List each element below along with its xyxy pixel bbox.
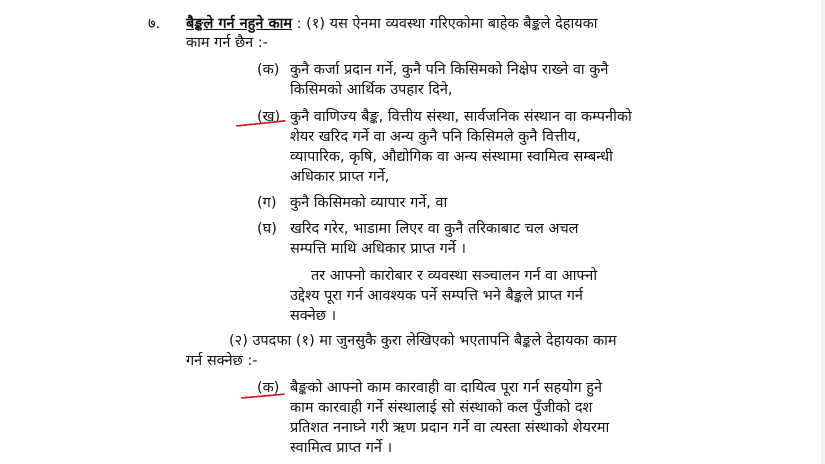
section-heading: बैङ्कले गर्न नहुने काम <box>186 16 293 32</box>
scrollbar[interactable] <box>821 0 825 464</box>
section-number: ७. <box>148 16 161 32</box>
clause-ka-line: कुनै कर्जा प्रदान गर्ने, कुनै पनि किसिमको निक्षेप राख्ने वा कुनै <box>290 62 609 78</box>
clause-marker-ka: (क) <box>257 62 280 78</box>
subsection-2-line: गर्न सक्नेछ :- <box>186 353 258 369</box>
clause-kha-line: कुनै वाणिज्य बैङ्क, वित्तीय संस्था, सार्वजनिक संस्थान वा कम्पनीको <box>290 109 632 125</box>
clause-ka-line: किसिमको आर्थिक उपहार दिने, <box>290 82 453 98</box>
clause-kha-line: शेयर खरिद गर्ने वा अन्य कुनै पनि किसिमले कुनै वित्तीय, <box>290 129 581 145</box>
clause-kha-line: अधिकार प्राप्त गर्ने, <box>290 169 390 185</box>
section-intro-text: : (१) यस ऐनमा व्यवस्था गरिएकोमा बाहेक बैङ्कले देहायका <box>292 16 598 32</box>
clause-ga-line: कुनै किसिमको व्यापार गर्ने, वा <box>290 195 448 211</box>
subclause-marker-ka: (क) <box>257 380 280 396</box>
clause-gha-line: सम्पत्ति माथि अधिकार प्राप्त गर्ने । <box>290 241 466 257</box>
clause-kha-line: व्यापारिक, कृषि, औद्योगिक वा अन्य संस्थामा स्वामित्व सम्बन्धी <box>290 149 613 165</box>
subclause-ka-line: प्रतिशत ननाघ्ने गरी ऋण प्रदान गर्ने वा त्यस्ता संस्थाको शेयरमा <box>290 420 610 436</box>
section-intro-line2: काम गर्न छैन :- <box>186 35 268 51</box>
clause-marker-gha: (घ) <box>257 221 277 237</box>
proviso-line: सक्नेछ । <box>290 308 337 324</box>
subclause-ka-line: स्वामित्व प्राप्त गर्ने । <box>290 440 393 456</box>
subclause-ka-line: काम कारवाही गर्ने संस्थालाई सो संस्थाको कल पुँजीको दश <box>290 400 593 416</box>
subsection-2-line: (२) उपदफा (१) मा जुनसुकै कुरा लेखिएको भएतापनि बैङ्कले देहायका काम <box>229 333 617 349</box>
clause-marker-kha: (ख) <box>257 109 281 125</box>
clause-marker-ga: (ग) <box>257 195 277 211</box>
clause-gha-line: खरिद गरेर, भाडामा लिएर वा कुनै तरिकाबाट चल अचल <box>290 221 579 237</box>
proviso-line: उद्देश्य पूरा गर्न आवश्यक पर्ने सम्पत्ति भने बैङ्कले प्राप्त गर्न <box>290 288 583 304</box>
proviso-line: तर आफ्नो कारोबार र व्यवस्था सञ्चालन गर्न वा आफ्नो <box>311 268 598 284</box>
subclause-ka-line: बैङ्कको आफ्नो काम कारवाही वा दायित्व पूरा गर्न सहयोग हुने <box>290 380 603 396</box>
section-heading-line <box>186 14 598 34</box>
